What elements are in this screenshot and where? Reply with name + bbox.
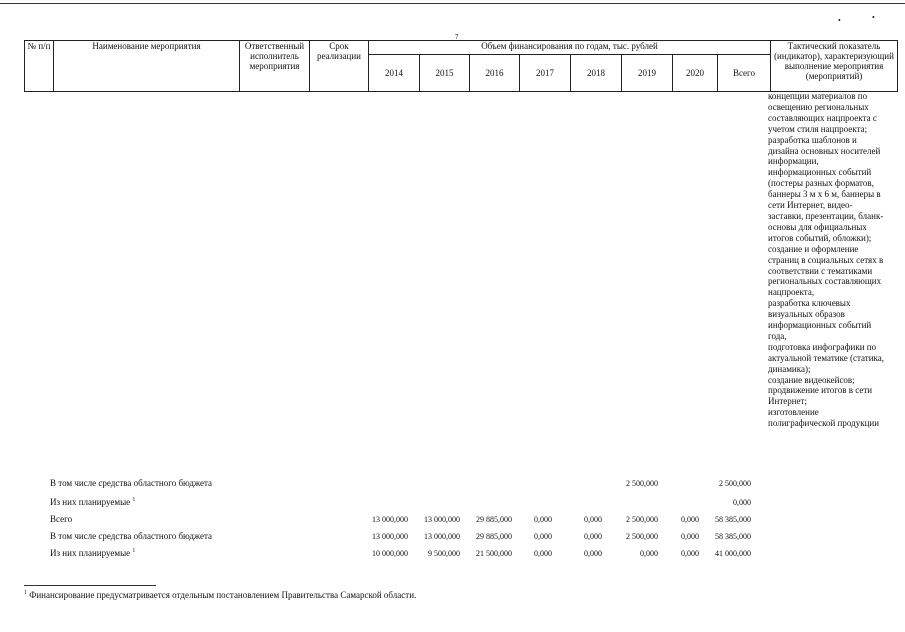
row-value: 0,000 (681, 515, 699, 524)
header-year: 2019 (622, 55, 673, 92)
row-value: 13 000,000 (424, 515, 460, 524)
header-year: 2018 (571, 55, 622, 92)
row-value: 0,000 (584, 532, 602, 541)
row-value: 13 000,000 (424, 532, 460, 541)
row-value: 13 000,000 (372, 515, 408, 524)
row-value: 0,000 (534, 549, 552, 558)
row-value: 0,000 (534, 532, 552, 541)
corner-mark: • (838, 16, 841, 25)
header-col-indicator: Тактический показатель (индикатор), характеризующий выполнение мероприятия (мероприятий) (771, 41, 898, 92)
footnote (24, 590, 416, 600)
row-value: 0,000 (733, 498, 751, 507)
footnote-ref: 1 (132, 497, 136, 503)
row-value: 21 500,000 (476, 549, 512, 558)
header-col-financing: Объем финансирования по годам, тыс. рублей (369, 41, 771, 55)
header-year-total: Всего (718, 55, 771, 92)
header-col-term: Срок реализации (310, 41, 369, 92)
row-value: 2 500,000 (626, 532, 658, 541)
header-col-name: Наименование мероприятия (54, 41, 240, 92)
row-value: 58 385,000 (715, 515, 751, 524)
footnote-text: Финансирование предусматривается отдельным постановлением Правительства Самарской области. (29, 590, 417, 600)
row-value: 0,000 (584, 515, 602, 524)
row-value: 0,000 (681, 549, 699, 558)
indicator-text: концепции материалов по освещению региональных составляющих нацпроекта с учетом стиля нацпроекта; разработка шаблонов и дизайна основных носителей информации, информационных событий (постеры разных форматов, баннеры 3 м х 6 м, баннеры в сети Интернет, видео- заставки, презентации, бланк- основы для официальных итогов событий, обложки); создание и оформление страниц в социальных сетях в соответствии с тематиками региональных составляющих нацпроекта, разработка ключевых визуальных образов информационных событий года, подготовка инфографики по актуальной тематике (статика, динамика); создание видеокейсов; продвижение итогов в сети Интернет; изготовление полиграфической продукции (768, 91, 884, 429)
row-value: 41 000,000 (715, 549, 751, 558)
row-label-text: В том числе средства областного бюджета (50, 531, 213, 541)
row-value: 2 500,000 (626, 479, 658, 488)
row-value: 0,000 (640, 549, 658, 558)
row-label (50, 497, 135, 507)
row-value: 0,000 (681, 532, 699, 541)
corner-mark: • (872, 13, 875, 22)
row-value: 2 500,000 (626, 515, 658, 524)
header-year: 2016 (470, 55, 520, 92)
top-rule (0, 3, 905, 4)
row-value: 29 885,000 (476, 515, 512, 524)
row-value: 2 500,000 (719, 479, 751, 488)
page-number: 7 (455, 33, 459, 41)
row-value: 0,000 (584, 549, 602, 558)
header-year: 2014 (369, 55, 420, 92)
row-value: 13 000,000 (372, 532, 408, 541)
footnote-ref: 1 (132, 548, 136, 554)
row-label-text: В том числе средства областного бюджета (50, 478, 213, 488)
row-label-text: Из них планируемые (50, 497, 131, 507)
row-value: 0,000 (534, 515, 552, 524)
row-label (50, 514, 72, 524)
header-year: 2017 (520, 55, 571, 92)
row-label (50, 478, 212, 488)
row-value: 29 885,000 (476, 532, 512, 541)
header-year: 2020 (673, 55, 718, 92)
table-header (24, 40, 898, 92)
row-value: 58 385,000 (715, 532, 751, 541)
row-label-text: Из них планируемые (50, 548, 131, 558)
row-value: 9 500,000 (428, 549, 460, 558)
footnote-rule (24, 585, 156, 586)
row-label-text: Всего (50, 514, 73, 524)
row-label (50, 548, 135, 558)
header-col-no: № п/п (25, 41, 54, 92)
footnote-mark: 1 (24, 590, 27, 596)
row-value: 10 000,000 (372, 549, 408, 558)
row-label (50, 531, 212, 541)
header-year: 2015 (420, 55, 470, 92)
header-col-responsible: Ответственный исполнитель мероприятия (240, 41, 310, 92)
